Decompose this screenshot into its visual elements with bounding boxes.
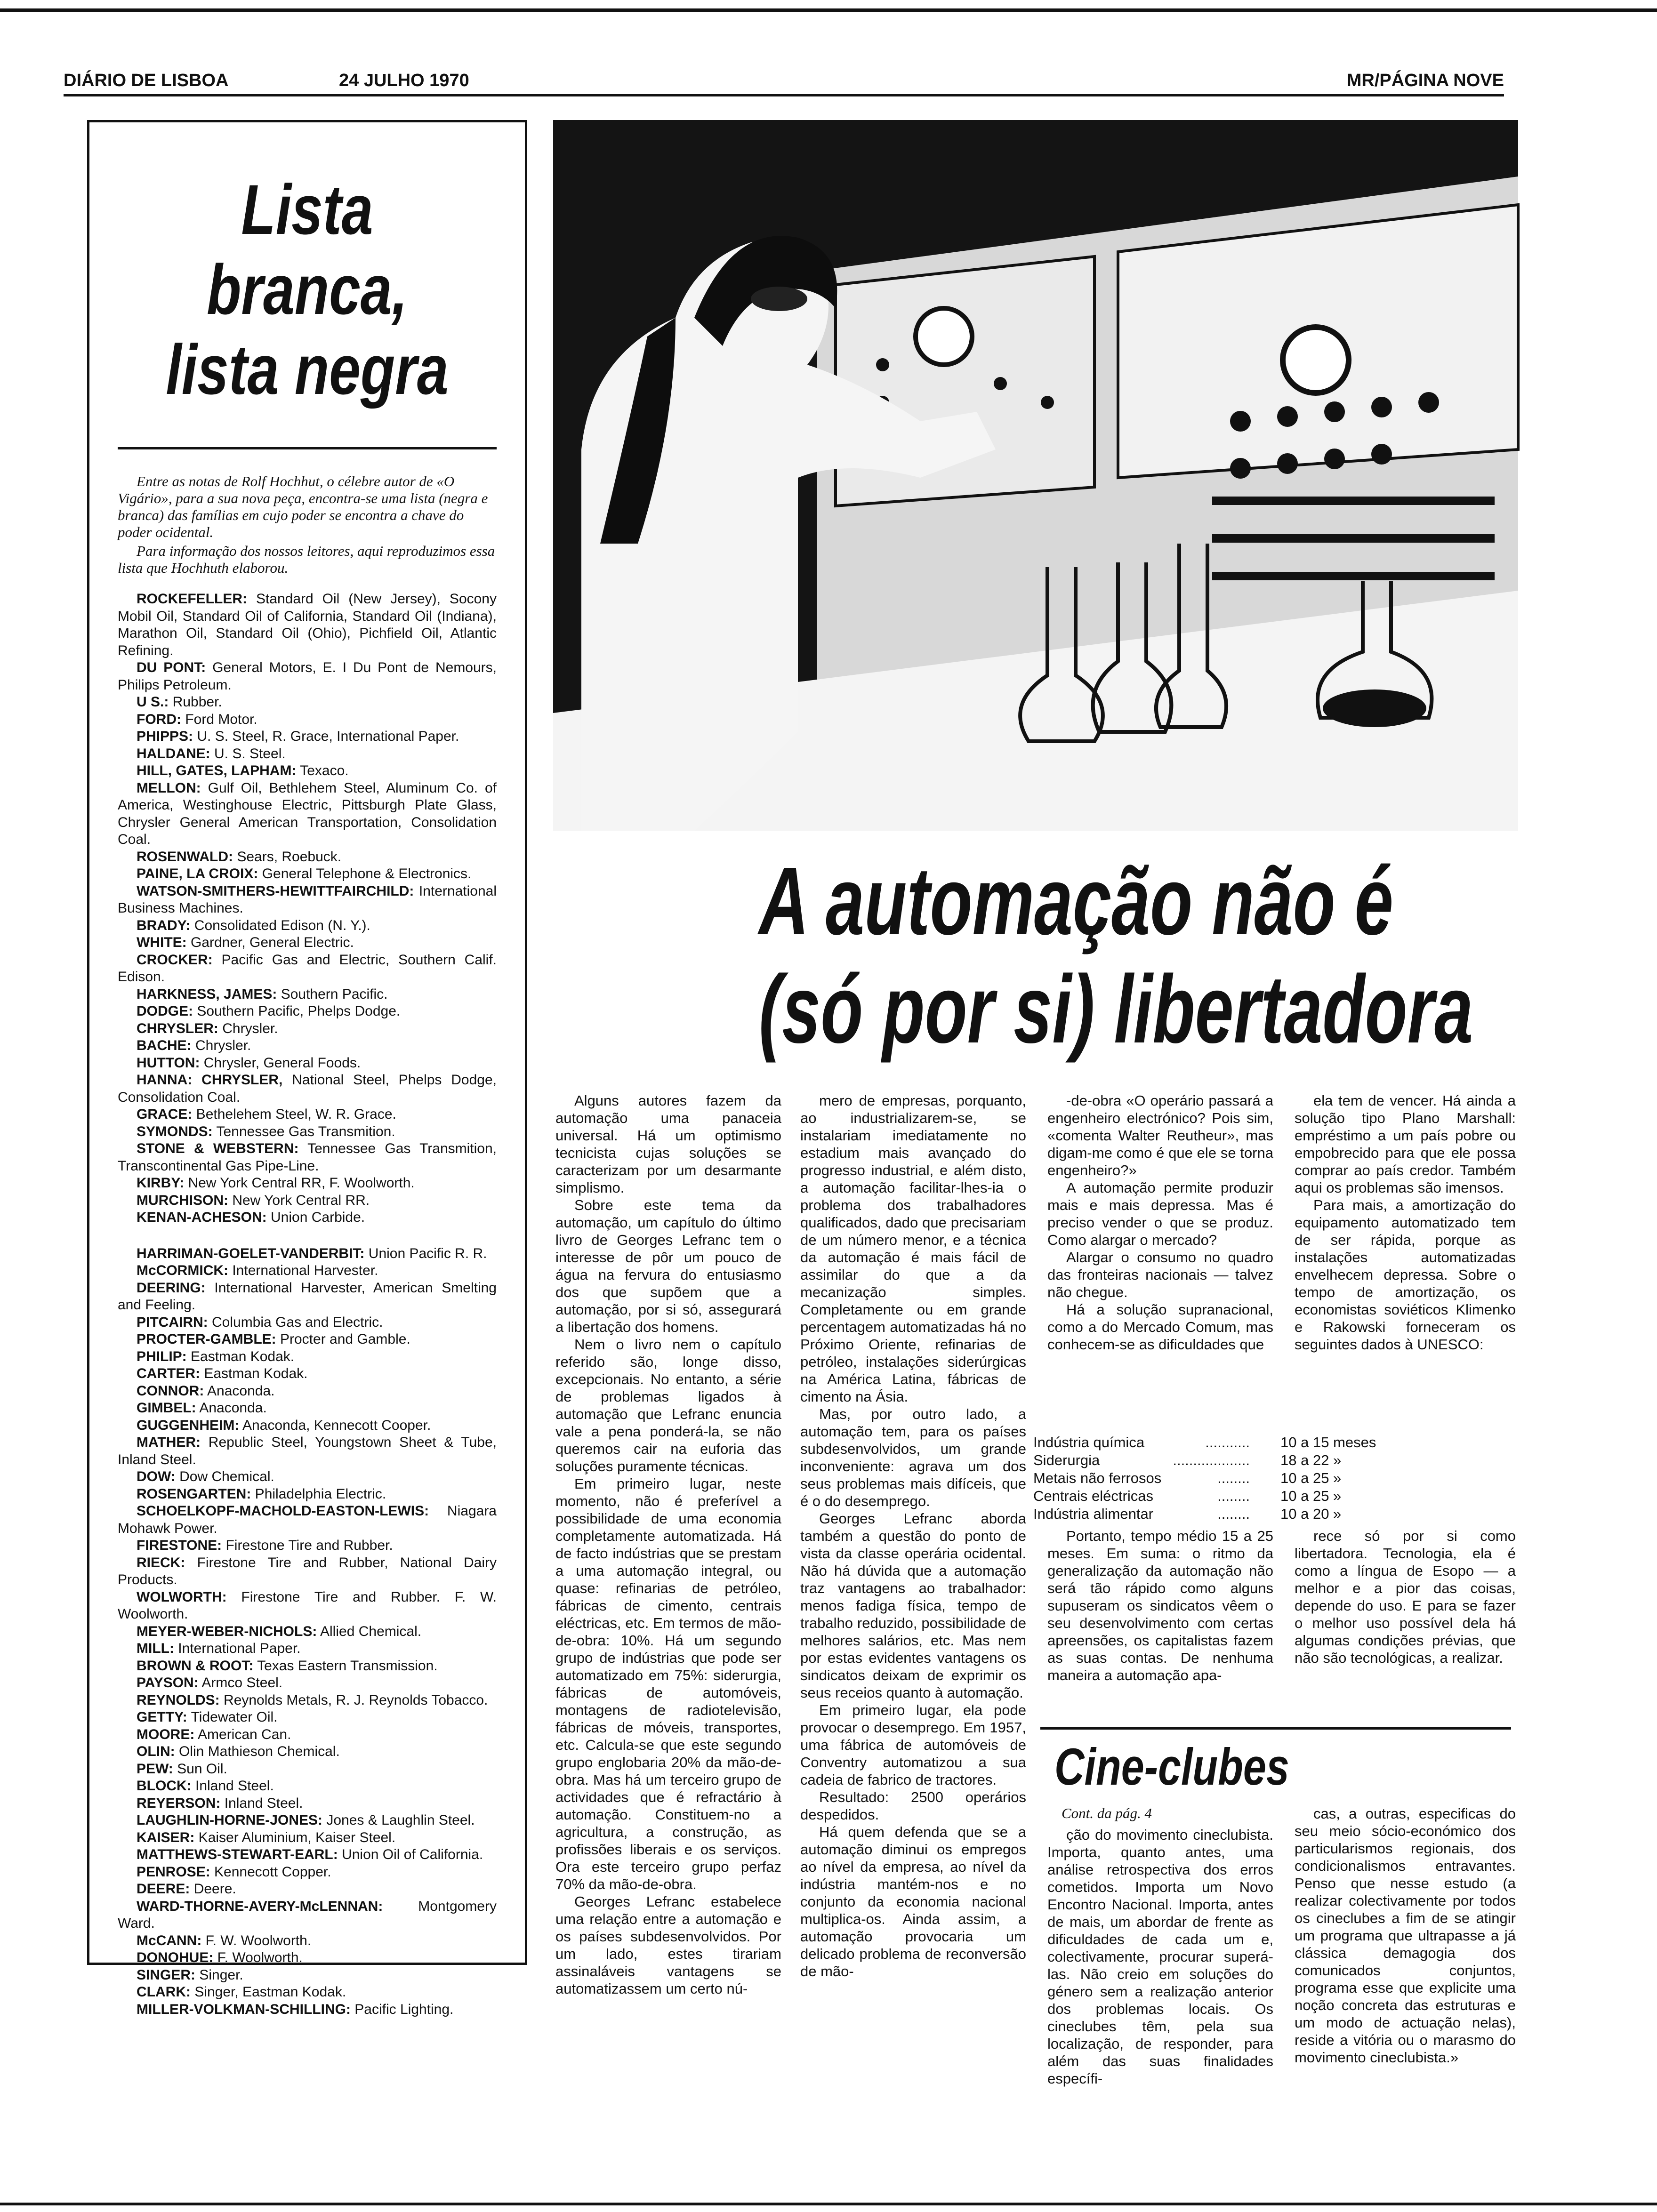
- family-entry: [118, 1795, 497, 1812]
- family-entry: [118, 1503, 497, 1537]
- article-column-2: [800, 1092, 1026, 2090]
- family-name: MOORE:: [137, 1726, 195, 1742]
- bottom-border: [0, 2203, 1657, 2205]
- family-name: McCANN:: [137, 1932, 202, 1948]
- paragraph: Em primeiro lugar, ela pode provocar o desemprego. Em 1957, uma fábrica de automóveis de Conventry automatizou a sua cadeia de fabrico de tractores.: [800, 1702, 1026, 1788]
- table-row: [1033, 1505, 1250, 1523]
- family-companies: Consolidated Edison (N. Y.).: [190, 917, 370, 933]
- family-companies: Firestone Tire and Rubber, National Dairy Products.: [118, 1555, 497, 1587]
- family-name: DEERING:: [137, 1280, 206, 1296]
- family-name: PROCTER-GAMBLE:: [137, 1331, 276, 1347]
- family-name: FORD:: [137, 711, 181, 727]
- family-name: DODGE:: [137, 1003, 193, 1019]
- paragraph: -de-obra «O operário passará a engenheiro electrónico? Pois sim, «comenta Walter Reutheur», mas digam-me como é que ele se torna engenheiro?»: [1047, 1092, 1273, 1178]
- table-row: [1033, 1469, 1250, 1487]
- family-entry: [118, 1881, 497, 1898]
- family-entry: [118, 1468, 497, 1486]
- family-companies: International Harvester.: [228, 1263, 378, 1278]
- industry-label: Indústria química: [1033, 1434, 1145, 1451]
- family-companies: New York Central RR.: [228, 1192, 370, 1208]
- family-name: REYNOLDS:: [137, 1692, 220, 1708]
- sidebar-intro-2: Para informação dos nossos leitores, aqui reproduzimos essa lista que Hochhuth elaborou.: [118, 543, 495, 576]
- family-name: FIRESTONE:: [137, 1538, 222, 1553]
- sidebar-box: [87, 120, 527, 2017]
- family-name: GRACE:: [137, 1106, 193, 1122]
- family-entry: [118, 2001, 497, 2019]
- family-companies: Rubber.: [169, 694, 222, 710]
- article-column-3: [1047, 1092, 1273, 1421]
- family-entry: [118, 1778, 497, 1795]
- paragraph: Em primeiro lugar, neste momento, não é preferível a possibilidade de uma economia completamente automatizada. Há de facto indústrias que se prestam a uma automação integral, ou quase: refinarias de petróleo, fábricas de cimento, centrais eléctricas, etc. Em termos de mão-de-obra: 10%. Há um segundo grupo de indústrias que pode ser automatizado em 75%: siderurgia, fábricas de automóveis, montagens de radiotelevisão, fábricas de móveis, transportes, etc. Calcula-se que este segundo grupo englobaria 20% da mão-de-obra. Mas há um terceiro grupo de actividades que é refractário à automação. Constituem-no a agricultura, a construção, as profissões liberais e os serviços. Ora este terceiro grupo perfaz 70% da mão-de-obra.: [555, 1475, 781, 1892]
- family-name: PAYSON:: [137, 1675, 199, 1691]
- family-entry: [118, 849, 497, 866]
- family-companies: Inland Steel.: [191, 1778, 274, 1794]
- headline-line1: A automação não é: [759, 847, 1393, 955]
- paragraph: ção do movimento cineclubista. Importa, quanto antes, uma análise retrospectiva dos erros cometidos. Importa um Novo Encontro Nacional. Importa, antes de mais, um abordar de frente as dificuldades de cada um e, colectivamente, procurar superá-las. Não creio em soluções do género sem a realização anterior dos problemas locais. Os cineclubes têm, pela sua localização, de responder, para além das suas finalidades específi-: [1047, 1827, 1273, 2087]
- family-companies: Union Pacific R. R.: [364, 1245, 487, 1261]
- sidebar-title-line2: lista negra: [166, 330, 449, 409]
- family-companies: Montgomery Ward.: [118, 1898, 497, 1931]
- family-name: KAISER:: [137, 1829, 195, 1845]
- family-companies: New York Central RR, F. Woolworth.: [184, 1175, 415, 1191]
- family-companies: Columbia Gas and Electric.: [208, 1314, 383, 1330]
- family-name: ROCKEFELLER:: [137, 591, 247, 607]
- family-name: PITCAIRN:: [137, 1314, 208, 1330]
- family-name: PEW:: [137, 1761, 173, 1777]
- paragraph: rece só por si como libertadora. Tecnologia, ela é como a língua de Esopo — a melhor e a pior das coisas, depende do uso. E para se fazer o melhor uso possível dela há algumas condições prévias, que não são tecnológicas, a realizar.: [1295, 1528, 1516, 1666]
- family-name: MURCHISON:: [137, 1192, 228, 1208]
- table-row: [1033, 1434, 1250, 1451]
- family-name: REYERSON:: [137, 1795, 221, 1811]
- family-entry: [118, 1400, 497, 1417]
- family-name: DONOHUE:: [137, 1950, 214, 1965]
- cine-clubes-title: Cine-clubes: [1054, 1738, 1289, 1796]
- leader-dots: ...................: [1173, 1452, 1250, 1468]
- industry-label: Indústria alimentar: [1033, 1506, 1154, 1522]
- industry-label: Centrais eléctricas: [1033, 1488, 1153, 1504]
- family-companies: Union Carbide.: [266, 1210, 365, 1225]
- family-entry: [118, 1123, 497, 1141]
- table-row: [1033, 1487, 1250, 1505]
- family-companies: Tennessee Gas Transmition.: [212, 1123, 395, 1139]
- family-companies: International Paper.: [174, 1641, 301, 1656]
- family-companies: U. S. Steel.: [210, 745, 286, 761]
- family-entry: [118, 883, 497, 917]
- family-entry: [118, 1383, 497, 1400]
- headline-line2: (só por si) libertadora: [759, 955, 1473, 1063]
- family-name: GUGGENHEIM:: [137, 1417, 240, 1433]
- cine-clubes-column-2: [1295, 1805, 1516, 2116]
- family-name: HUTTON:: [137, 1055, 200, 1071]
- family-companies: Kaiser Aluminium, Kaiser Steel.: [194, 1829, 396, 1845]
- family-companies: Armco Steel.: [198, 1675, 283, 1691]
- family-companies: Gardner, General Electric.: [186, 935, 354, 950]
- family-companies: Olin Mathieson Chemical.: [175, 1744, 340, 1759]
- family-companies: Firestone Tire and Rubber.: [222, 1538, 393, 1553]
- paragraph: mero de empresas, porquanto, ao industrializarem-se, se instalariam imediatamente no estadium mais avançado do progresso industrial, e além disto, a automação facilitar-lhes-ia o problema dos trabalhadores qualificados, dado que precisariam de um número menor, e a técnica da automação é mais fácil de assimilar do que a da mecanização simples. Completamente ou em grande percentagem automatizadas há no Próximo Oriente, refinarias de petróleo, instalações siderúrgicas na América Latina, fábricas de cimento na Ásia.: [800, 1092, 1026, 1405]
- top-border: [0, 8, 1657, 12]
- amortization-range: 10 a 25 »: [1280, 1488, 1342, 1504]
- family-name: GETTY:: [137, 1709, 187, 1725]
- family-companies: Kennecott Copper.: [210, 1864, 331, 1880]
- family-companies: Singer, Eastman Kodak.: [190, 1984, 346, 2000]
- sidebar-title: [156, 169, 459, 409]
- family-companies: Jones & Laughlin Steel.: [322, 1812, 475, 1828]
- family-name: OLIN:: [137, 1744, 175, 1759]
- family-name: KIRBY:: [137, 1175, 185, 1191]
- leader-dots: ...........: [1205, 1434, 1250, 1451]
- family-entry: [118, 1949, 497, 1967]
- family-companies: National Steel, Phelps Dodge, Consolidation Coal.: [118, 1072, 497, 1105]
- family-entry: [118, 1864, 497, 1881]
- family-entry: [118, 780, 497, 849]
- family-companies: Anaconda, Kennecott Cooper.: [239, 1417, 431, 1433]
- family-name: PAINE, LA CROIX:: [137, 866, 258, 882]
- family-name: DU PONT:: [137, 660, 206, 675]
- family-entry: [118, 762, 497, 780]
- family-companies: Dow Chemical.: [175, 1469, 274, 1484]
- paragraph: Nem o livro nem o capítulo referido são, longe disso, excepcionais. No entanto, a série de problemas ligados à automação que Lefranc enuncia vale a pena ponderá-la, se não queremos cair na euforia das soluções puramente técnicas.: [555, 1336, 781, 1475]
- family-companies: Republic Steel, Youngstown Sheet & Tube, Inland Steel.: [118, 1435, 497, 1467]
- family-entry: [118, 1675, 497, 1692]
- family-companies: International Harvester, American Smelting and Feeling.: [118, 1280, 497, 1313]
- paragraph: A automação permite produzir mais e mais depressa. Mas é preciso vender o que se produz. Como alargar o mercado?: [1047, 1179, 1273, 1248]
- family-companies: Sun Oil.: [173, 1761, 227, 1777]
- family-name: RIECK:: [137, 1555, 185, 1571]
- amortization-range: 10 a 20 »: [1280, 1506, 1342, 1522]
- family-companies: Reynolds Metals, R. J. Reynolds Tobacco.: [219, 1692, 488, 1708]
- family-entry: [118, 1365, 497, 1383]
- family-companies: Bethelehem Steel, W. R. Grace.: [192, 1106, 396, 1122]
- family-entry: [118, 1932, 497, 1950]
- family-entry: [118, 1761, 497, 1778]
- family-companies: Allied Chemical.: [317, 1623, 422, 1639]
- family-entry: [118, 1280, 497, 1314]
- family-companies: Standard Oil (New Jersey), Socony Mobil Oil, Standard Oil of California, Standard Oil (Indiana), Marathon Oil, Standard Oil (Ohio), Pichfield Oil, Atlantic Refining.: [118, 591, 497, 658]
- lab-photo: [553, 120, 1518, 831]
- family-entry: [118, 659, 497, 694]
- family-name: PHILIP:: [137, 1348, 187, 1364]
- family-entry: [118, 1055, 497, 1072]
- family-companies: International Business Machines.: [118, 883, 497, 916]
- amortization-range: 10 a 15 meses: [1280, 1434, 1376, 1451]
- family-name: SYMONDS:: [137, 1123, 213, 1139]
- family-companies: Eastman Kodak.: [186, 1348, 295, 1364]
- family-entry: [118, 1140, 497, 1175]
- family-companies: U. S. Steel, R. Grace, International Paper.: [193, 729, 459, 744]
- sidebar-title-rule: [118, 447, 497, 449]
- family-entry: [118, 934, 497, 952]
- family-companies: Chrysler.: [218, 1020, 278, 1036]
- family-name: WOLWORTH:: [137, 1589, 227, 1605]
- family-entry: [118, 1984, 497, 2001]
- family-name: WHITE:: [137, 935, 187, 950]
- family-entry: [118, 986, 497, 1003]
- family-entry: [118, 1726, 497, 1744]
- paragraph: Georges Lefranc aborda também a questão do ponto de vista da classe operária ocidental. Não há dúvida que a automação traz vantagens ao trabalhador: menos fadiga física, tempo de trabalho reduzido, possibilidade de melhores salários, etc. Mas nem por estas evidentes vantagens os sindicatos deixam de exprimir os seus receios quanto à automação.: [800, 1510, 1026, 1701]
- family-companies: General Telephone & Electronics.: [258, 866, 472, 882]
- family-name: BACHE:: [137, 1038, 192, 1053]
- family-companies: Gulf Oil, Bethlehem Steel, Aluminum Co. of America, Westinghouse Electric, Pittsburgh Plate Glass, Chrysler General American Transportation, Consolidation Coal.: [118, 780, 497, 847]
- family-entry: [118, 1898, 497, 1932]
- family-entry: [118, 1692, 497, 1709]
- family-entry: [118, 1743, 497, 1761]
- industry-label: Metais não ferrosos: [1033, 1470, 1162, 1486]
- cine-clubes-continuation: Cont. da pág. 4: [1062, 1805, 1152, 1821]
- family-entry: [118, 745, 497, 763]
- family-name: CHRYSLER:: [137, 1020, 218, 1036]
- family-companies: Procter and Gamble.: [276, 1331, 410, 1347]
- family-entry: [118, 1348, 497, 1366]
- paragraph: Há quem defenda que se a automação diminui os empregos ao nível da empresa, ao nível da indústria mantém-nos e no conjunto da economia nacional multiplica-os. Ainda assim, a automação provocaria um delicado problema de reconversão de mão-: [800, 1824, 1026, 1980]
- paragraph: Alargar o consumo no quadro das fronteiras nacionais — talvez não chegue.: [1047, 1249, 1273, 1300]
- leader-dots: ........: [1217, 1488, 1250, 1504]
- family-companies: Texaco.: [296, 763, 349, 778]
- sidebar-title-line1: Lista branca,: [207, 170, 408, 329]
- family-name: CARTER:: [137, 1366, 200, 1381]
- family-companies: Southern Pacific, Phelps Dodge.: [193, 1003, 401, 1019]
- family-name: SINGER:: [137, 1967, 196, 1983]
- family-name: BLOCK:: [137, 1778, 192, 1794]
- page-label: MR/PÁGINA NOVE: [1346, 71, 1504, 90]
- family-name: CONNOR:: [137, 1383, 204, 1399]
- family-companies: Chrysler, General Foods.: [200, 1055, 361, 1071]
- family-name: MELLON:: [137, 780, 201, 796]
- family-entry: [118, 1331, 497, 1348]
- family-name: GIMBEL:: [137, 1400, 196, 1416]
- family-name: ROSENWALD:: [137, 849, 233, 865]
- family-name: DOW:: [137, 1469, 176, 1484]
- family-companies: Inland Steel.: [220, 1795, 303, 1811]
- paragraph: cas, a outras, especificas do seu meio sócio-económico dos particularismos regionais, dos condicionalismos entravantes. Penso que nesse estudo (a realizar colectivamente por todos os cineclubes a fim de se atingir um programa que ultrapasse a já clássica demagogia dos comunicados conjuntos, programa esse que explicite uma noção concreta das estruturas e um modo de actuação nelas), reside a vitória ou o marasmo do movimento cineclubista.»: [1295, 1805, 1516, 2066]
- family-entry: [118, 1192, 497, 1210]
- family-companies: Philadelphia Electric.: [251, 1486, 386, 1502]
- family-companies: Anaconda.: [204, 1383, 275, 1399]
- cine-clubes-rule: [1040, 1727, 1511, 1730]
- family-entry: [118, 1003, 497, 1020]
- family-name: CLARK:: [137, 1984, 191, 2000]
- article-column-1: [555, 1092, 781, 2090]
- family-entry: [118, 1658, 497, 1675]
- family-entry: [118, 1314, 497, 1331]
- family-entry: [118, 1555, 497, 1589]
- family-companies: Ford Motor.: [181, 711, 257, 727]
- family-companies: Southern Pacific.: [277, 986, 388, 1002]
- family-entry: [118, 1072, 497, 1106]
- family-companies: F. Woolworth.: [213, 1950, 303, 1965]
- family-name: HALDANE:: [137, 745, 210, 761]
- family-entry: [118, 1486, 497, 1503]
- article-column-4: [1295, 1092, 1516, 1421]
- family-companies: Chrysler.: [191, 1038, 251, 1053]
- family-name: HARRIMAN-GOELET-VANDERBIT:: [137, 1245, 365, 1261]
- amortization-values: [1280, 1434, 1384, 1523]
- family-name: WATSON-SMITHERS-HEWITTFAIRCHILD:: [137, 883, 414, 899]
- family-entry: [118, 1640, 497, 1658]
- family-name: LAUGHLIN-HORNE-JONES:: [137, 1812, 322, 1828]
- family-name: SCHOELKOPF-MACHOLD-EASTON-LEWIS:: [137, 1503, 429, 1519]
- family-entry: [118, 1967, 497, 1984]
- family-companies: Deere.: [190, 1881, 236, 1897]
- family-entry: [118, 952, 497, 986]
- family-companies: Pacific Lighting.: [350, 2001, 454, 2017]
- family-companies: Eastman Kodak.: [200, 1366, 308, 1381]
- family-companies: General Motors, E. I Du Pont de Nemours, Philips Petroleum.: [118, 660, 497, 693]
- family-companies: American Can.: [194, 1726, 291, 1742]
- issue-date: 24 JULHO 1970: [339, 71, 469, 90]
- amortization-range: 18 a 22 »: [1280, 1452, 1342, 1468]
- family-entry: [118, 1020, 497, 1038]
- article-headline: [759, 847, 1473, 1064]
- family-companies: Union Oil of California.: [338, 1847, 483, 1862]
- family-companies: Tennessee Gas Transmition, Transcontinental Gas Pipe-Line.: [118, 1141, 497, 1174]
- family-companies: Texas Eastern Transmission.: [253, 1658, 438, 1674]
- family-name: DEERE:: [137, 1881, 190, 1897]
- family-name: PENROSE:: [137, 1864, 210, 1880]
- industry-label: Siderurgia: [1033, 1452, 1100, 1468]
- sidebar-intro: Entre as notas de Rolf Hochhut, o célebre autor de «O Vigário», para a sua nova peça, encontra-se uma lista (negra e branca) das famílias em cujo poder se encontra a chave do poder ocidental.: [118, 473, 488, 540]
- family-entry: [118, 1709, 497, 1726]
- table-row: [1033, 1451, 1250, 1469]
- family-entry: [118, 1262, 497, 1280]
- amortization-table: [1033, 1434, 1250, 1523]
- family-name: MATHER:: [137, 1435, 201, 1450]
- paragraph: Sobre este tema da automação, um capítulo do último livro de Georges Lefranc tem o interesse de pôr um pouco de água na fervura do entusiasmo dos que supõem que a automação, por si só, assegurará a libertação dos homens.: [555, 1197, 781, 1335]
- family-companies: Sears, Roebuck.: [233, 849, 342, 865]
- family-entry: [118, 1623, 497, 1641]
- family-entry: [118, 917, 497, 935]
- paragraph: ela tem de vencer. Há ainda a solução tipo Plano Marshall: empréstimo a um país pobre ou empobrecido para que ele possa comprar ao país credor. Também aqui os problemas são imensos.: [1295, 1092, 1516, 1196]
- family-name: MILLER-VOLKMAN-SCHILLING:: [137, 2001, 351, 2017]
- family-entry: [118, 1846, 497, 1864]
- family-companies: Niagara Mohawk Power.: [118, 1503, 497, 1536]
- family-name: U S.:: [137, 694, 169, 710]
- article-column-4-end: [1295, 1527, 1516, 1725]
- article-column-3-end: [1047, 1527, 1273, 1715]
- paper-name: DIÁRIO DE LISBOA: [64, 71, 229, 90]
- family-name: BROWN & ROOT:: [137, 1658, 254, 1674]
- family-entry: [118, 1812, 497, 1829]
- family-entry: [118, 1037, 497, 1055]
- family-entry: [118, 1537, 497, 1555]
- family-list: [118, 591, 497, 2018]
- family-name: HILL, GATES, LAPHAM:: [137, 763, 297, 778]
- family-entry: [118, 728, 497, 745]
- leader-dots: ........: [1217, 1506, 1250, 1522]
- family-entry: [118, 1106, 497, 1123]
- family-name: WARD-THORNE-AVERY-McLENNAN:: [137, 1898, 383, 1914]
- paragraph: Georges Lefranc estabelece uma relação entre a automação e os países subdesenvolvidos. Por um lado, estes tirariam assinaláveis vantagens se automatizassem um certo nú-: [555, 1893, 781, 1997]
- family-name: STONE & WEBSTERN:: [137, 1141, 299, 1156]
- family-entry: [118, 591, 497, 659]
- family-entry: [118, 1209, 497, 1226]
- family-name: McCORMICK:: [137, 1263, 228, 1278]
- paragraph: Há a solução supranacional, como a do Mercado Comum, mas conhecem-se as dificuldades que: [1047, 1301, 1273, 1353]
- family-entry: [118, 1589, 497, 1623]
- family-entry: [118, 1417, 497, 1435]
- family-companies: Firestone Tire and Rubber. F. W. Woolworth.: [118, 1589, 497, 1622]
- paragraph: Resultado: 2500 operários despedidos.: [800, 1789, 1026, 1823]
- family-companies: Tidewater Oil.: [187, 1709, 278, 1725]
- masthead-rule: [64, 94, 1504, 96]
- cine-clubes-column-1: [1047, 1826, 1273, 2118]
- family-companies: F. W. Woolworth.: [201, 1932, 312, 1948]
- family-name: MEYER-WEBER-NICHOLS:: [137, 1623, 317, 1639]
- family-name: MILL:: [137, 1641, 174, 1656]
- family-companies: Pacific Gas and Electric, Southern Calif. Edison.: [118, 952, 497, 985]
- family-entry: [118, 1245, 497, 1263]
- family-entry: [118, 1434, 497, 1468]
- paragraph: Mas, por outro lado, a automação tem, para os países subdesenvolvidos, um grande inconveniente: agrava um dos seus problemas mais difíceis, que é o do desemprego.: [800, 1406, 1026, 1509]
- family-entry: [118, 866, 497, 883]
- paragraph: Alguns autores fazem da automação uma panaceia universal. Há um optimismo tecnicista cujas soluções se caracterizam por um desarmante simplismo.: [555, 1092, 781, 1196]
- family-entry: [118, 1829, 497, 1847]
- family-name: HARKNESS, JAMES:: [137, 986, 277, 1002]
- family-name: ROSENGARTEN:: [137, 1486, 251, 1502]
- paragraph: Portanto, tempo médio 15 a 25 meses. Em suma: o ritmo da generalização da automação não será tão rápido como alguns supuseram os sindicatos vêem o seu desenvolvimento com certas apreensões, os capitalistas fazem as suas contas. De nenhuma maneira a automação apa-: [1047, 1528, 1273, 1683]
- family-companies: Anaconda.: [196, 1400, 267, 1416]
- amortization-range: 10 a 25 »: [1280, 1470, 1342, 1486]
- family-name: MATTHEWS-STEWART-EARL:: [137, 1847, 338, 1862]
- family-companies: Singer.: [195, 1967, 243, 1983]
- family-name: PHIPPS:: [137, 729, 193, 744]
- leader-dots: ........: [1217, 1470, 1250, 1486]
- family-name: HANNA: CHRYSLER,: [137, 1072, 283, 1088]
- family-entry: [118, 694, 497, 711]
- list-gap: [118, 1226, 497, 1245]
- family-name: BRADY:: [137, 917, 191, 933]
- family-name: CROCKER:: [137, 952, 213, 968]
- family-entry: [118, 711, 497, 729]
- family-name: KENAN-ACHESON:: [137, 1210, 267, 1225]
- paragraph: Para mais, a amortização do equipamento automatizado tem de ser rápida, porque as instalações automatizadas envelhecem depressa. Sobre o tempo de amortização, os economistas soviéticos Klimenko e Rakowski forneceram os seguintes dados à UNESCO:: [1295, 1197, 1516, 1353]
- family-entry: [118, 1175, 497, 1192]
